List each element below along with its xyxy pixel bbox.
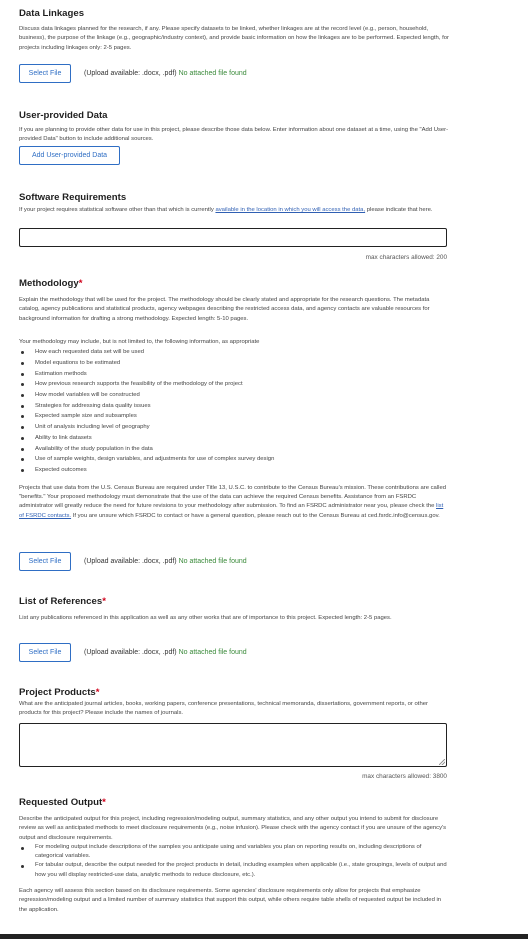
data-linkages-select-file-button[interactable]: Select File [19,64,71,83]
project-products-description: What are the anticipated journal articles, books, working papers, conference presentations, technical memoranda, dissertations, government reports, or other products for this project? Please include the names of journals. [19,701,428,717]
upload-hint: (Upload available: .docx, .pdf) [84,70,177,77]
methodology-select-file-button[interactable]: Select File [19,552,71,571]
methodology-description: Explain the methodology that will be used for the project. The methodology should be clearly stated and appropriate for the research questions. The metadata catalog, agency publications and statistical products, agency webpages describing the restricted access data, and agency contacts are valuable resources for background information for drafting a strong methodology. Expected length: 5-10 pages. [19,297,430,322]
references-upload-info [84,648,247,658]
list-item: For tabular output, describe the output needed for the project products in detail, including examples when applicable (i.e., state groupings, levels of output and how you will display restricted-use data, analytic methods to reduce disclosure, etc.). [19,861,449,880]
methodology-section [19,278,449,521]
software-requirements-section [19,192,449,215]
required-asterisk: * [102,596,106,607]
list-item: Availability of the study population in the data [19,444,449,455]
census-benefits-text: Projects that use data from the U.S. Census Bureau are required under Title 13, U.S.C. to contribute to the Census Bureau's mission. These contributions are called "benefits." Your proposed methodology must demonstrate that the use of the data can achieve the required Census benefits. Assistance from an FSRDC administrator will greatly reduce the need for future revisions to your methodology after submission. To find an FSRDC administrator near you, please check the list of FSRDC contacts. If you are unsure which FSRDC to contact or have a general question, please reach out to the Census Bureau at ced.fsrdc.info@census.gov. [19,484,447,519]
methodology-title: Methodology* [19,278,83,289]
required-asterisk: * [95,687,100,698]
user-provided-data-description: If you are planning to provide other data for use in this project, please describe those data below. Enter information about one dataset at a time, using the "Add User-provided Data" button to include additional sources. [19,127,449,143]
no-file-status: No attached file found [178,649,247,656]
data-linkages-upload-info [84,69,247,79]
fsrdc-contacts-link[interactable]: list of FSRDC contacts. [19,503,444,519]
list-item: How previous research supports the feasibility of the methodology of the project [19,379,449,390]
resize-handle-icon[interactable] [439,759,445,765]
methodology-list-intro: Your methodology may include, but is not limited to, the following information, as appropriate [19,338,260,345]
project-products-title: Project Products* [19,687,100,698]
upload-hint: (Upload available: .docx, .pdf) [84,649,177,656]
list-item: Use of sample weights, design variables, and adjustments for use of complex survey design [19,454,449,465]
methodology-list [19,347,449,475]
data-linkages-title: Data Linkages [19,8,85,19]
references-section [19,596,449,623]
requested-output-section [19,797,449,915]
requested-output-description: Describe the anticipated output for this project, including regression/modeling output, summary statistics, and any other output you intend to submit for disclosure review as well as anticipated methods to meet disclosure requirements (e.g., noise infusion). Please check with the agency contact if you are unsure of the agency's output and disclosure requirements. [19,816,447,841]
references-description: List any publications referenced in this application as well as any other works that are of importance to this project. Expected length: 2-5 pages. [19,615,392,621]
list-item: Estimation methods [19,369,449,380]
software-requirements-description: If your project requires statistical software other than that which is currently available in the location in which you will access the data, please indicate that here. [19,207,433,213]
list-item: Strategies for addressing data quality issues [19,401,449,412]
software-requirements-title: Software Requirements [19,192,127,203]
add-user-provided-data-button[interactable]: Add User-provided Data [19,146,120,165]
user-provided-data-title: User-provided Data [19,110,108,121]
required-asterisk: * [78,278,83,289]
user-provided-data-section [19,110,449,145]
list-item: How model variables will be constructed [19,390,449,401]
no-file-status: No attached file found [178,70,247,77]
list-item: Expected outcomes [19,465,449,476]
software-availability-link[interactable]: available in the location in which you will access the data, [215,207,366,213]
software-requirements-input[interactable] [19,228,447,247]
list-item: How each requested data set will be used [19,347,449,358]
methodology-upload-info [84,557,247,567]
data-linkages-section [19,8,449,53]
project-products-max-chars: max characters allowed: 3800 [362,773,447,780]
project-products-section [19,687,449,719]
requested-output-list [19,843,449,880]
bottom-edge [0,934,528,939]
list-item: Model equations to be estimated [19,358,449,369]
software-max-chars: max characters allowed: 200 [365,254,447,261]
references-title: List of References* [19,596,106,607]
references-select-file-button[interactable]: Select File [19,643,71,662]
data-linkages-description: Discuss data linkages planned for the research, if any. Please specify datasets to be linked, whether linkages are at the record level (e.g., person, household, business), the purpose of the linkage (e.g., geographic/industry context), and provide basic information on how the linkages are to be performed. Expected length, for projects including linkages only: 2-5 pages. [19,26,449,51]
list-item: For modeling output include descriptions of the samples you anticipate using and variables you plan on reporting results on, including descriptions of categorical variables. [19,843,449,862]
list-item: Expected sample size and subsamples [19,411,449,422]
upload-hint: (Upload available: .docx, .pdf) [84,558,177,565]
requested-output-title: Requested Output* [19,797,106,808]
list-item: Unit of analysis including level of geography [19,422,449,433]
requested-output-closing: Each agency will assess this section based on its disclosure requirements. Some agencies' disclosure requirements only allow for projects that emphasize regression/modeling output and a limited number of summary statistics that support this output, while others require table shells of requested output be included in the application. [19,888,442,913]
no-file-status: No attached file found [178,558,247,565]
list-item: Ability to link datasets [19,433,449,444]
project-products-textarea[interactable] [19,723,447,767]
required-asterisk: * [102,797,106,808]
